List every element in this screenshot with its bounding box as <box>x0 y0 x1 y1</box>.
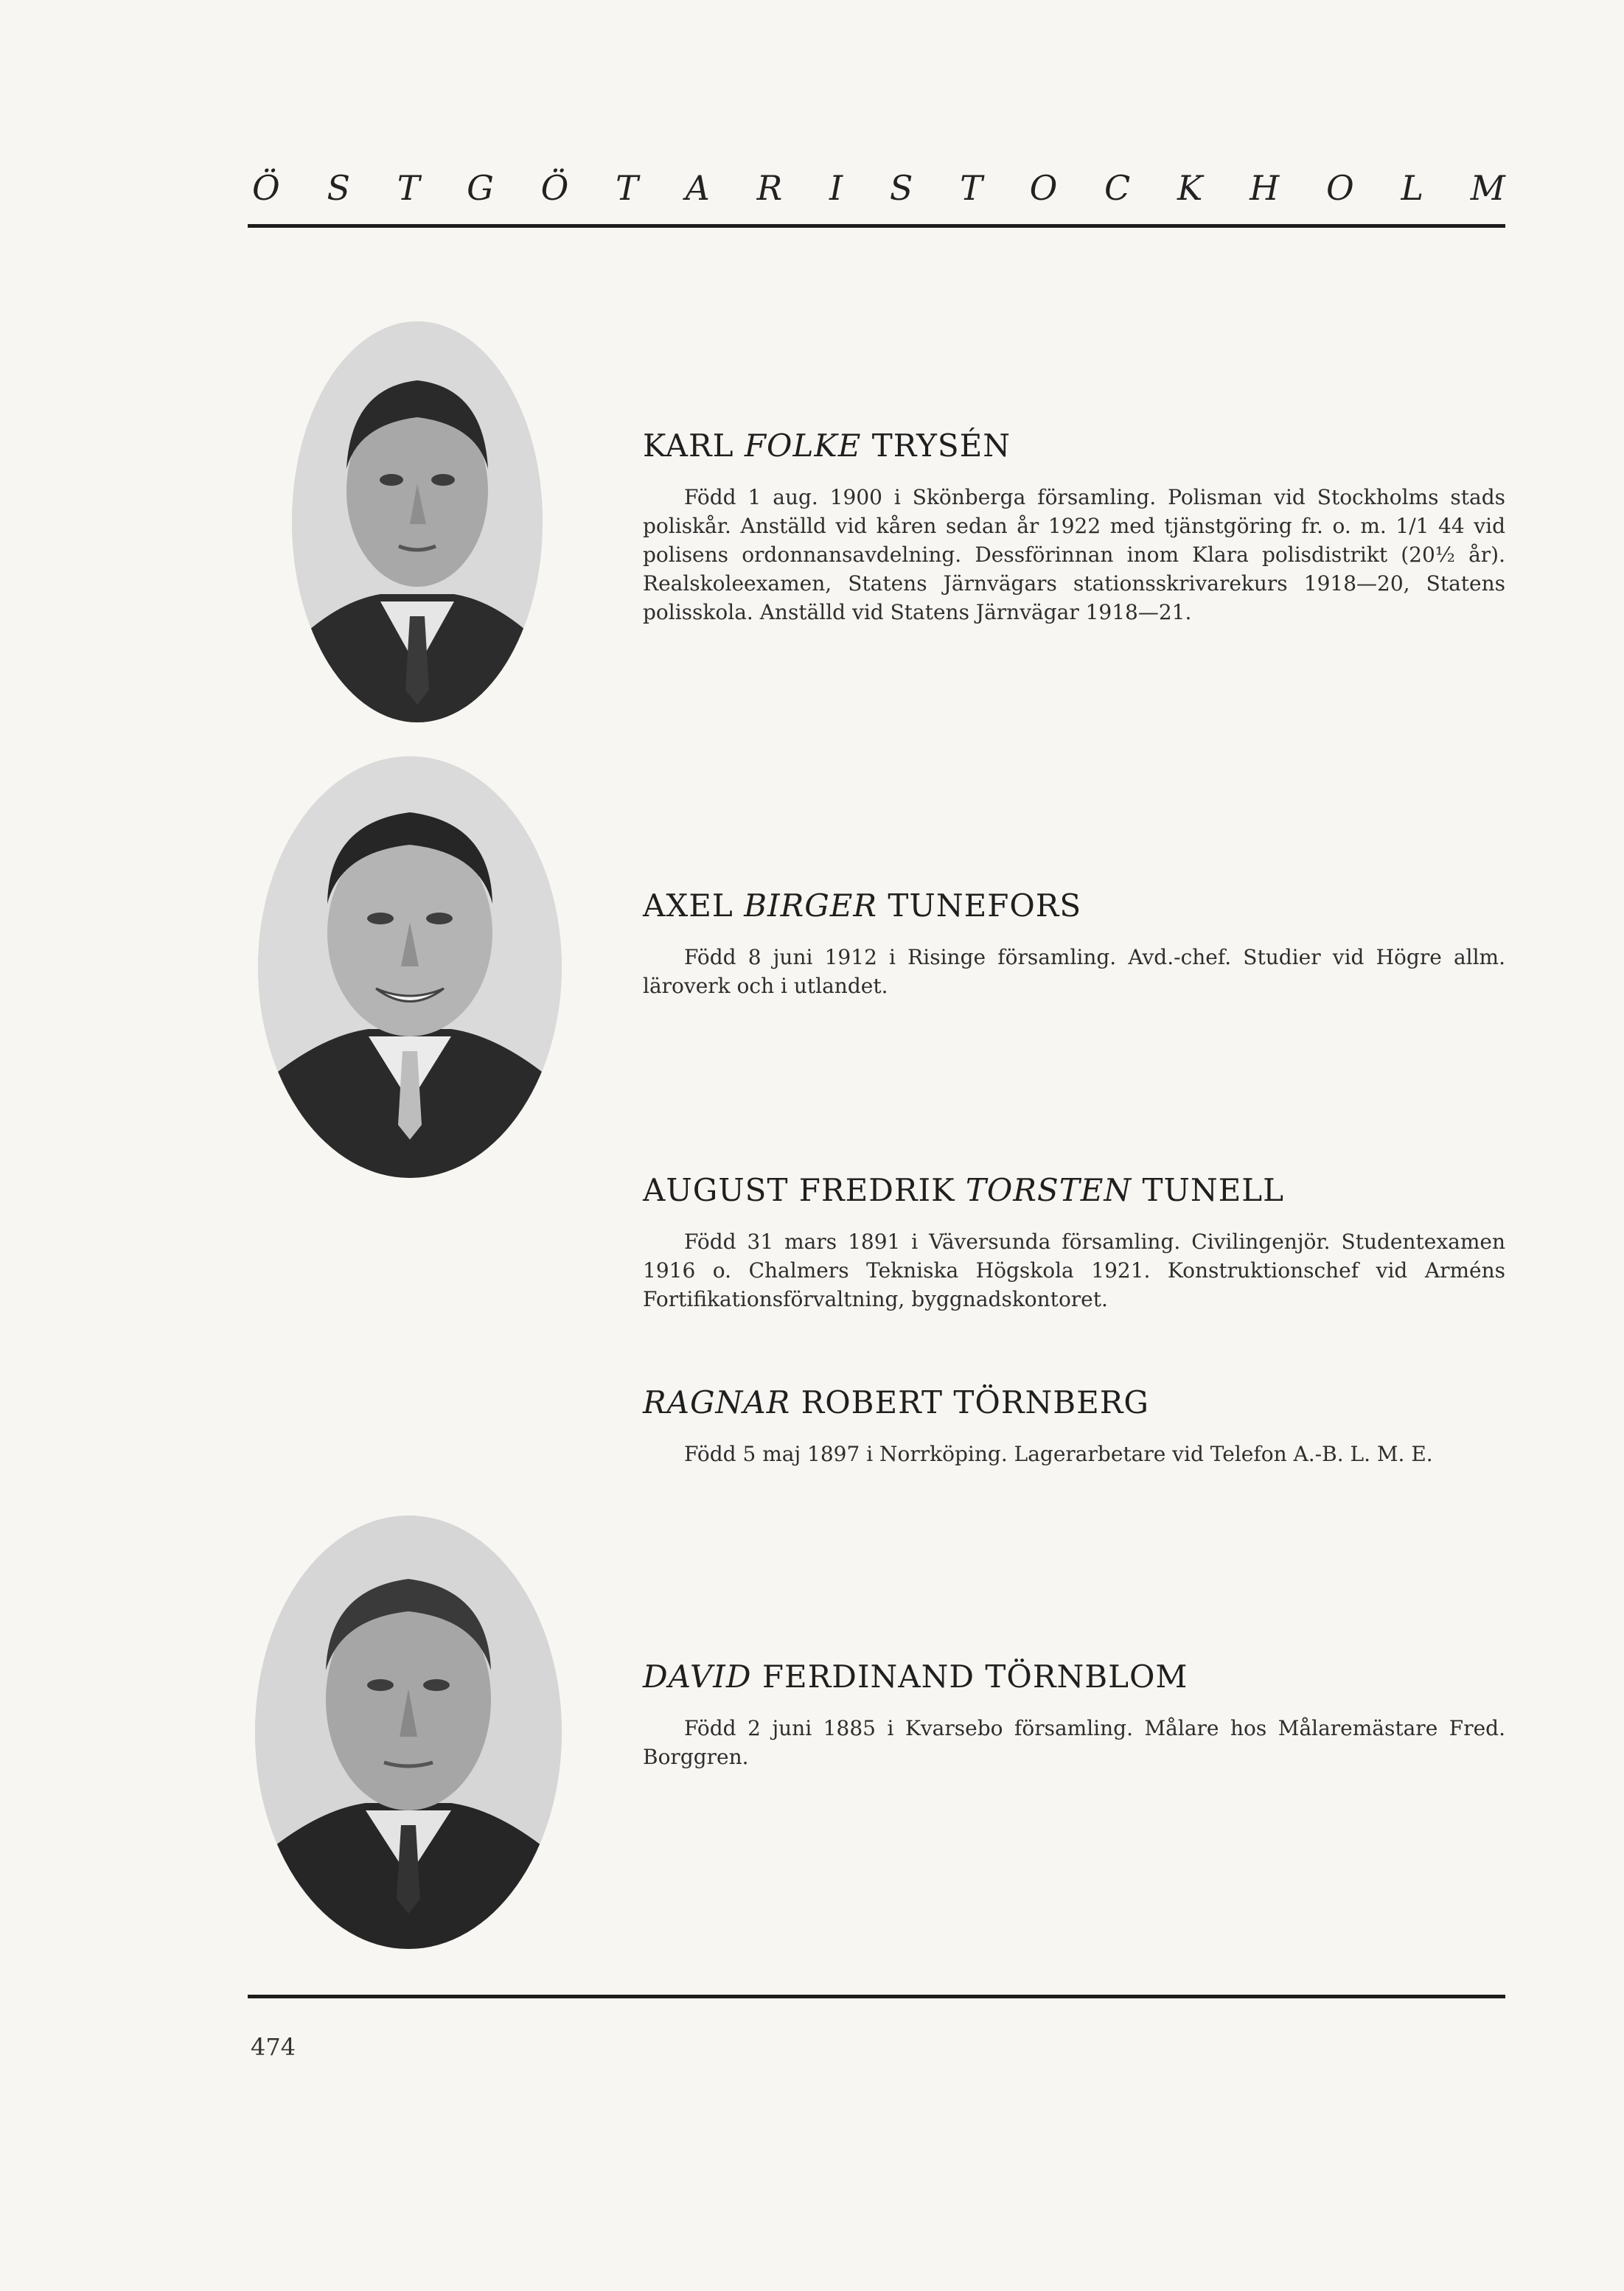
person-name-emphasis: TORSTEN <box>965 1172 1132 1208</box>
header-letter: L <box>1401 168 1424 208</box>
header-letter: I <box>829 168 843 208</box>
header-letter: T <box>616 168 638 208</box>
header-letter: R <box>756 168 783 208</box>
header-letter: K <box>1177 168 1203 208</box>
biography-text: Född 5 maj 1897 i Norrköping. Lagerarbetare vid Telefon A.-B. L. M. E. <box>684 1442 1433 1466</box>
biography-text: Född 2 juni 1885 i Kvarsebo församling. Målare hos Målaremästare Fred. Borggren. <box>643 1716 1505 1769</box>
person-name: AUGUST FREDRIK TORSTEN TUNELL <box>643 1172 1285 1208</box>
person-name-emphasis: BIRGER <box>744 888 878 924</box>
person-name: KARL FOLKE TRYSÉN <box>643 428 1011 464</box>
header-letter: H <box>1250 168 1280 208</box>
person-name-emphasis: DAVID <box>643 1659 752 1695</box>
header-letter: O <box>1029 168 1058 208</box>
footer-rule <box>248 1995 1505 1998</box>
biography-text: Född 8 juni 1912 i Risinge församling. Avd.-chef. Studier vid Högre allm. läroverk och i utlandet. <box>643 945 1505 998</box>
header-letter: T <box>397 168 420 208</box>
biography-entry <box>643 1659 1505 1771</box>
person-name: AXEL BIRGER TUNEFORS <box>643 888 1082 924</box>
header-letter: A <box>685 168 710 208</box>
biography-entry <box>643 1384 1505 1468</box>
person-name: RAGNAR ROBERT TÖRNBERG <box>643 1384 1149 1420</box>
header-letter: G <box>467 168 494 208</box>
header-letter: S <box>889 168 913 208</box>
biography-entry <box>643 1172 1505 1314</box>
biography-entry <box>643 428 1505 627</box>
header-letter: Ö <box>540 168 569 208</box>
header-letter: M <box>1470 168 1505 208</box>
header-letter: O <box>1326 168 1354 208</box>
header-letter: S <box>327 168 350 208</box>
person-name-emphasis: RAGNAR <box>643 1384 791 1420</box>
running-header <box>252 168 1505 208</box>
page-number: 474 <box>251 2033 296 2061</box>
portrait-photo <box>292 321 543 722</box>
header-rule <box>248 224 1505 228</box>
portrait-photo <box>255 1516 562 1949</box>
biography-text: Född 31 mars 1891 i Väversunda församling. Civilingenjör. Studentexamen 1916 o. Chalmers Tekniska Högskola 1921. Konstruktionschef vid Arméns Fortifikationsförvaltning, byggnadskontoret. <box>643 1230 1505 1311</box>
biography-entry <box>643 888 1505 1000</box>
person-name: DAVID FERDINAND TÖRNBLOM <box>643 1659 1188 1695</box>
header-letter: C <box>1104 168 1131 208</box>
biography-text: Född 1 aug. 1900 i Skönberga församling. Polisman vid Stockholms stads poliskår. Anställd vid kåren sedan år 1922 med tjänstgöring fr. o. m. 1/1 44 vid polisens ordonnansavdelning. Dessförinnan inom Klara polisdistrikt (20½ år). Realskoleexamen, Statens Järnvägars stationsskrivarekurs 1918—20, Statens polisskola. Anställd vid Statens Järnvägar 1918—21. <box>643 485 1505 624</box>
person-name-emphasis: FOLKE <box>744 428 862 464</box>
portrait-photo <box>258 756 562 1178</box>
header-letter: T <box>960 168 983 208</box>
header-letter: Ö <box>252 168 280 208</box>
